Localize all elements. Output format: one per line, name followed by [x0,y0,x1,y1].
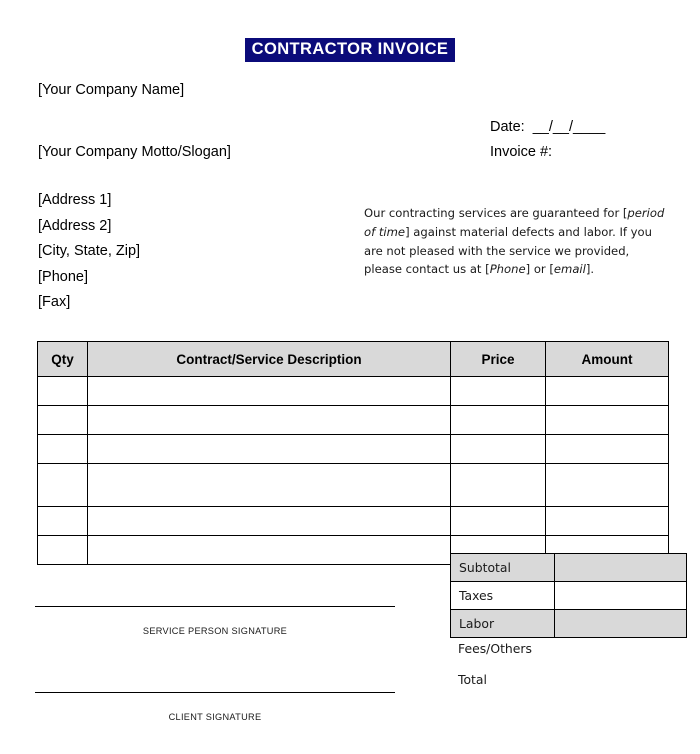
client-signature-caption: CLIENT SIGNATURE [168,712,262,722]
cell-qty[interactable] [38,406,88,435]
cell-price[interactable] [451,435,546,464]
table-row [38,464,669,507]
address-line-fax: [Fax] [38,294,71,310]
totals-row-subtotal [451,554,687,582]
cell-amount[interactable] [546,377,669,406]
table-row [38,435,669,464]
line-items-table [37,341,669,565]
guarantee-text-part-1: Our contracting services are guaranteed for [ [364,206,628,220]
totals-row-labor [451,610,687,638]
cell-amount[interactable] [546,507,669,536]
totals-value-taxes[interactable] [555,582,687,610]
guarantee-text-part-2: ] against material defects and labor. If you are not pleased with the service we provided, please contact us at [ [364,224,652,277]
cell-description[interactable] [88,377,451,406]
page-title [0,38,700,62]
guarantee-placeholder-period: period of time [364,206,665,239]
cell-price[interactable] [451,464,546,507]
guarantee-text-part-3: ] or [ [525,262,554,277]
address-line-1: [Address 1] [38,192,112,208]
cell-qty[interactable] [38,507,88,536]
table-row [38,377,669,406]
cell-qty[interactable] [38,464,88,507]
column-header-qty: Qty [38,342,88,377]
table-row [38,507,669,536]
cell-price[interactable] [451,507,546,536]
cell-amount[interactable] [546,435,669,464]
totals-value-labor[interactable] [555,610,687,638]
table-header-row [38,342,669,377]
totals-value-subtotal[interactable] [555,554,687,582]
totals-label-fees-others: Fees/Others [458,641,532,656]
company-name: [Your Company Name] [38,82,185,98]
invoice-number-field[interactable]: Invoice #: [490,144,553,160]
guarantee-text-part-4: ]. [585,262,595,277]
totals-label-labor: Labor [451,610,555,638]
cell-description[interactable] [88,536,451,565]
company-motto: [Your Company Motto/Slogan] [38,144,231,160]
table-row [38,406,669,435]
cell-description[interactable] [88,464,451,507]
cell-amount[interactable] [546,464,669,507]
totals-table [450,553,687,638]
address-line-phone: [Phone] [38,268,88,285]
column-header-description: Contract/Service Description [88,342,451,377]
column-header-price: Price [451,342,546,377]
cell-price[interactable] [451,377,546,406]
totals-plain-group [458,641,532,703]
service-person-signature-line[interactable] [35,606,395,607]
totals-label-total: Total [458,672,487,687]
guarantee-placeholder-phone: Phone [489,262,526,277]
cell-description[interactable] [88,406,451,435]
cell-qty[interactable] [38,435,88,464]
totals-label-subtotal: Subtotal [451,554,555,582]
column-header-amount: Amount [546,342,669,377]
guarantee-paragraph [364,204,666,279]
cell-description[interactable] [88,435,451,464]
address-line-2: [Address 2] [38,217,112,234]
cell-qty[interactable] [38,536,88,565]
guarantee-placeholder-email: email [553,262,586,277]
page-title-text: CONTRACTOR INVOICE [245,38,456,62]
date-field[interactable]: Date: __/__/____ [490,119,606,135]
line-items-body [38,377,669,565]
cell-description[interactable] [88,507,451,536]
totals-row-taxes [451,582,687,610]
cell-qty[interactable] [38,377,88,406]
service-person-signature-caption: SERVICE PERSON SIGNATURE [142,626,288,636]
totals-label-taxes: Taxes [451,582,555,610]
cell-amount[interactable] [546,406,669,435]
client-signature-line[interactable] [35,692,395,693]
company-address-block [38,192,140,320]
cell-price[interactable] [451,406,546,435]
address-line-city-state-zip: [City, State, Zip] [38,243,141,259]
